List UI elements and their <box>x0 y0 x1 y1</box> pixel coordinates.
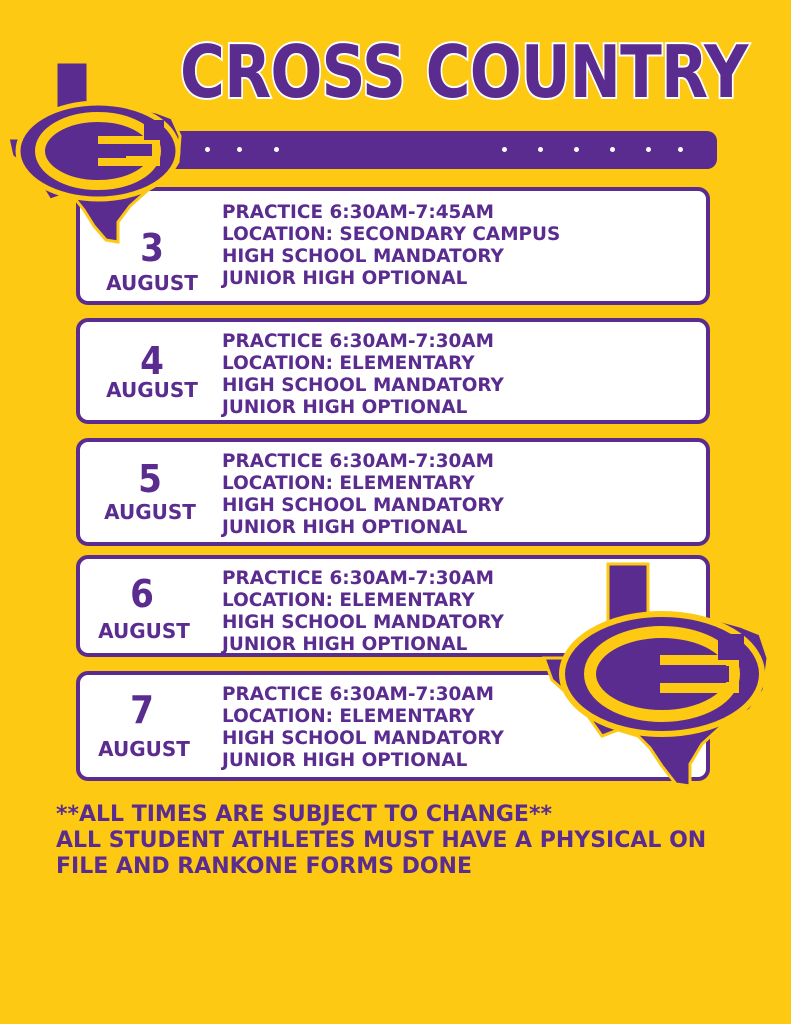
junior-high-note: JUNIOR HIGH OPTIONAL <box>222 633 468 655</box>
month-label: AUGUST <box>98 619 190 643</box>
location: LOCATION: ELEMENTARY <box>222 705 475 727</box>
junior-high-note: JUNIOR HIGH OPTIONAL <box>222 267 468 289</box>
location: LOCATION: ELEMENTARY <box>222 472 475 494</box>
schedule-details <box>222 567 513 655</box>
month-label: AUGUST <box>98 737 190 761</box>
title-underline-bar <box>170 131 717 169</box>
bar-dot <box>237 147 242 152</box>
practice-time: PRACTICE 6:30AM-7:30AM <box>222 450 494 472</box>
bar-dot <box>610 147 615 152</box>
physical-requirement-line2: FILE AND RANKONE FORMS DONE <box>56 854 472 879</box>
bar-dot <box>678 147 683 152</box>
physical-requirement-line1: ALL STUDENT ATHLETES MUST HAVE A PHYSICAL ON <box>56 828 707 853</box>
practice-time: PRACTICE 6:30AM-7:30AM <box>222 330 494 352</box>
bar-dot <box>502 147 507 152</box>
high-school-note: HIGH SCHOOL MANDATORY <box>222 727 504 749</box>
month-label: AUGUST <box>106 271 198 295</box>
schedule-details <box>222 201 571 289</box>
day-number: 7 <box>130 688 154 732</box>
bar-dot <box>538 147 543 152</box>
texas-g-logo-icon <box>6 60 186 245</box>
junior-high-note: JUNIOR HIGH OPTIONAL <box>222 516 468 538</box>
junior-high-note: JUNIOR HIGH OPTIONAL <box>222 396 468 418</box>
junior-high-note: JUNIOR HIGH OPTIONAL <box>222 749 468 771</box>
month-label: AUGUST <box>106 378 198 402</box>
location: LOCATION: ELEMENTARY <box>222 352 475 374</box>
bar-dot <box>274 147 279 152</box>
high-school-note: HIGH SCHOOL MANDATORY <box>222 611 504 633</box>
schedule-details <box>222 683 513 771</box>
day-number: 4 <box>140 339 164 383</box>
schedule-card <box>76 438 710 546</box>
location: LOCATION: SECONDARY CAMPUS <box>222 223 561 245</box>
day-number: 6 <box>130 572 154 616</box>
day-number: 3 <box>140 226 164 270</box>
change-notice: **ALL TIMES ARE SUBJECT TO CHANGE** <box>56 802 552 827</box>
schedule-details <box>222 330 513 418</box>
texas-g-logo-icon <box>540 560 772 790</box>
page-title: CROSS COUNTRY <box>180 30 748 114</box>
practice-time: PRACTICE 6:30AM-7:30AM <box>222 683 494 705</box>
footer-notes <box>56 802 706 880</box>
bar-dot <box>646 147 651 152</box>
location: LOCATION: ELEMENTARY <box>222 589 475 611</box>
high-school-note: HIGH SCHOOL MANDATORY <box>222 374 504 396</box>
bar-dot <box>205 147 210 152</box>
practice-time: PRACTICE 6:30AM-7:45AM <box>222 201 494 223</box>
day-number: 5 <box>138 457 162 501</box>
bar-dot <box>574 147 579 152</box>
high-school-note: HIGH SCHOOL MANDATORY <box>222 494 504 516</box>
practice-time: PRACTICE 6:30AM-7:30AM <box>222 567 494 589</box>
month-label: AUGUST <box>104 500 196 524</box>
high-school-note: HIGH SCHOOL MANDATORY <box>222 245 504 267</box>
schedule-details <box>222 450 513 538</box>
schedule-card <box>76 318 710 424</box>
